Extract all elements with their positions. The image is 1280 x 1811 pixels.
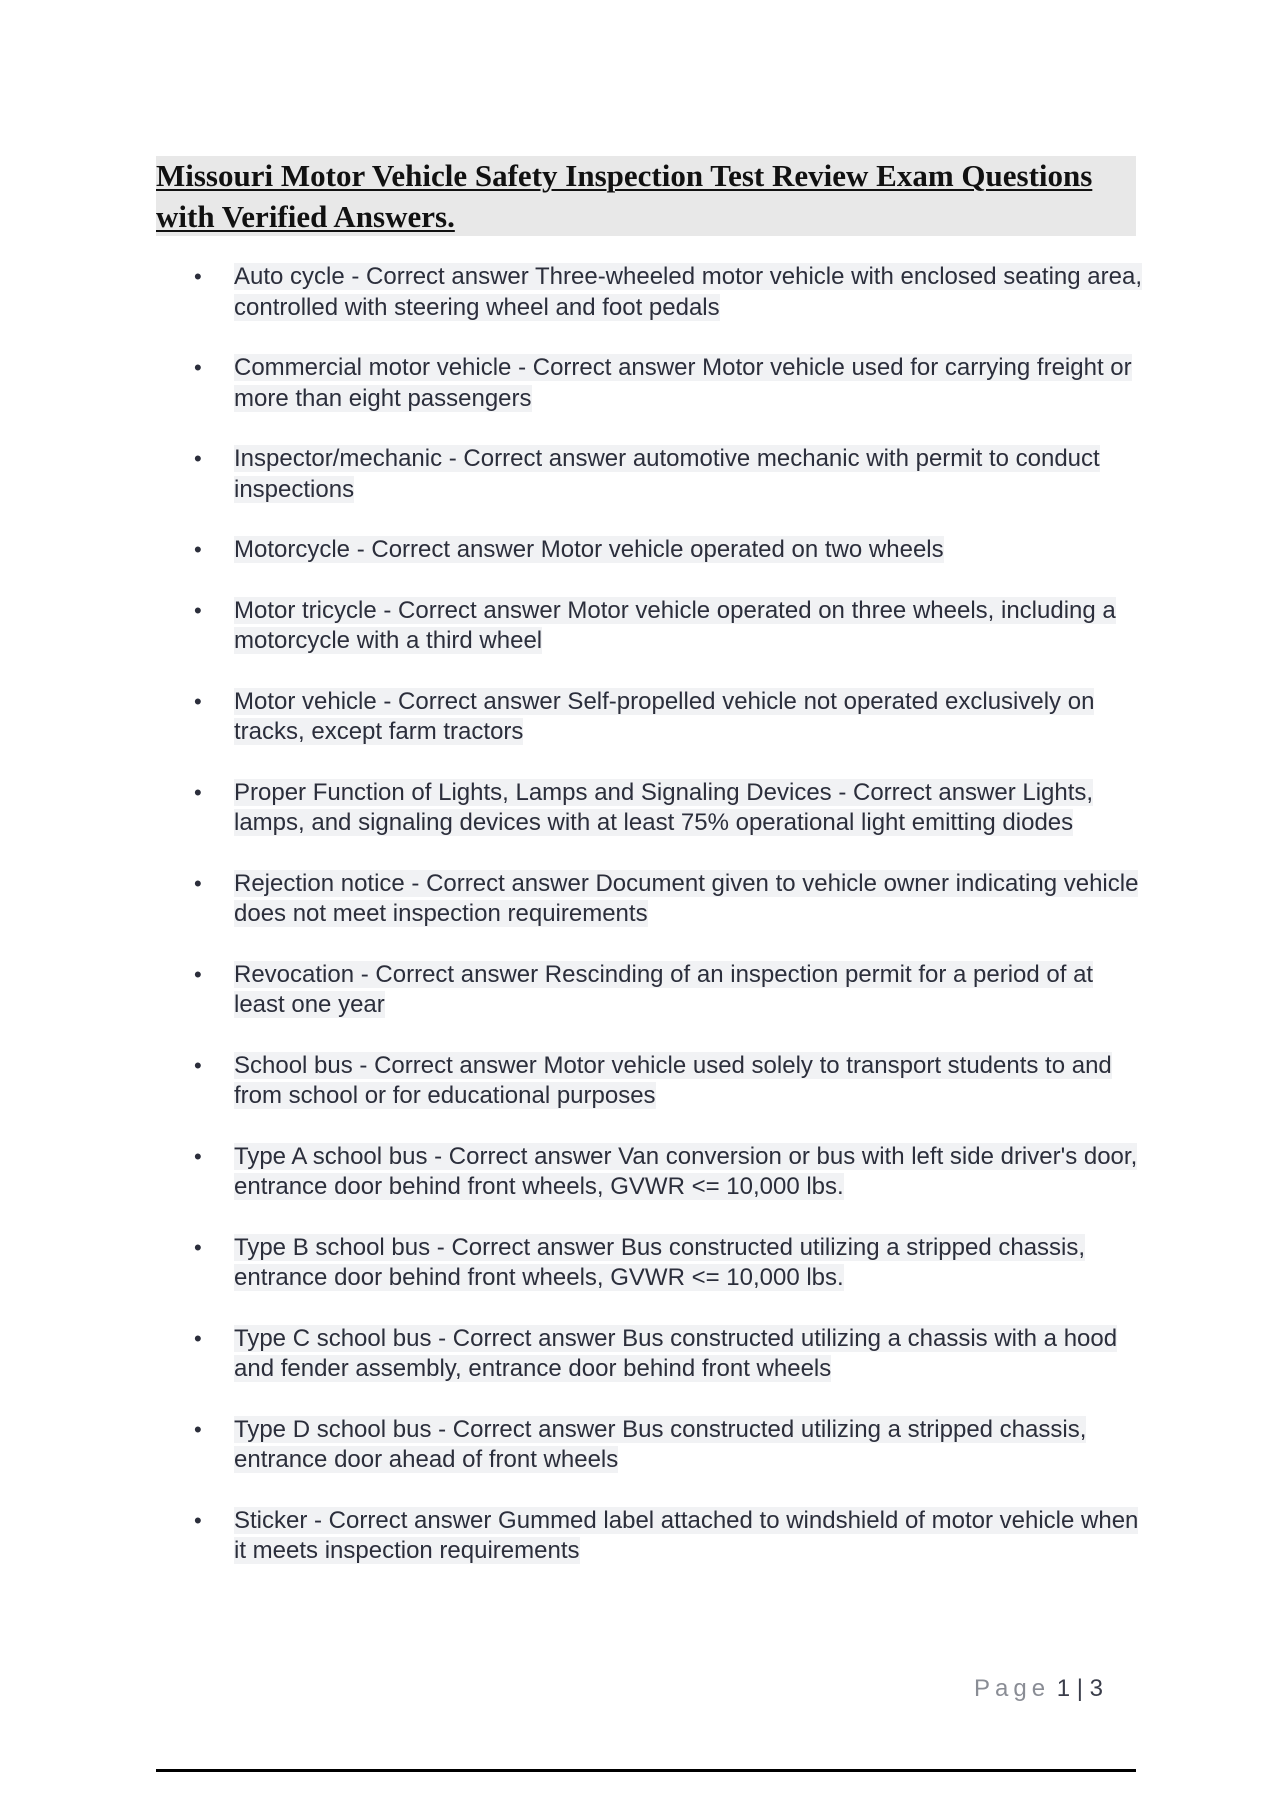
list-item	[186, 444, 1146, 505]
list-item	[186, 1233, 1146, 1294]
bullet-icon: •	[194, 1234, 202, 1260]
page-number	[974, 1675, 1103, 1703]
list-item	[186, 1142, 1146, 1203]
bullet-icon: •	[194, 688, 202, 714]
list-item-text: Proper Function of Lights, Lamps and Signaling Devices - Correct answer Lights, lamps, and signaling devices with at least 75% operational light emitting diodes	[234, 778, 1094, 836]
list-item-text: Motor vehicle - Correct answer Self-propelled vehicle not operated exclusively on tracks, except farm tractors	[234, 687, 1095, 745]
list-item	[186, 1415, 1146, 1476]
list-item-text: Commercial motor vehicle - Correct answer Motor vehicle used for carrying freight or more than eight passengers	[234, 354, 1132, 412]
bullet-icon: •	[194, 446, 202, 471]
bullet-icon: •	[194, 1143, 202, 1169]
bullet-icon: •	[194, 870, 202, 896]
bullet-icon: •	[194, 537, 202, 562]
list-item	[186, 262, 1146, 323]
list-item-text: Type C school bus - Correct answer Bus constructed utilizing a chassis with a hood and fender assembly, entrance door behind front wheels	[234, 1324, 1118, 1382]
page-separator: |	[1076, 1675, 1083, 1702]
footer-divider	[156, 1769, 1136, 1772]
bullet-icon: •	[194, 264, 202, 289]
list-item	[186, 778, 1146, 839]
list-item-text: Rejection notice - Correct answer Document given to vehicle owner indicating vehicle does not meet inspection requirements	[234, 869, 1139, 927]
list-item-text: Motor tricycle - Correct answer Motor vehicle operated on three wheels, including a motorcycle with a third wheel	[234, 596, 1116, 654]
bullet-icon: •	[194, 779, 202, 805]
qa-list	[186, 262, 1146, 1597]
page-label: Page	[974, 1675, 1051, 1702]
list-item	[186, 596, 1146, 657]
list-item-text: Type D school bus - Correct answer Bus constructed utilizing a stripped chassis, entrance door ahead of front wheels	[234, 1415, 1087, 1473]
document-title: Missouri Motor Vehicle Safety Inspection Test Review Exam Questions with Verified Answers.	[156, 158, 1093, 234]
list-item-text: Type B school bus - Correct answer Bus constructed utilizing a stripped chassis, entrance door behind front wheels, GVWR <= 10,000 lbs.	[234, 1233, 1086, 1291]
list-item-text: Revocation - Correct answer Rescinding of an inspection permit for a period of at least one year	[234, 960, 1094, 1018]
list-item	[186, 869, 1146, 930]
list-item	[186, 1506, 1146, 1567]
list-item	[186, 960, 1146, 1021]
list-item-text: School bus - Correct answer Motor vehicle used solely to transport students to and from school or for educational purposes	[234, 1051, 1112, 1109]
bullet-icon: •	[194, 1416, 202, 1442]
bullet-icon: •	[194, 1325, 202, 1351]
list-item-text: Inspector/mechanic - Correct answer automotive mechanic with permit to conduct inspections	[234, 445, 1100, 503]
bullet-icon: •	[194, 355, 202, 380]
bullet-icon: •	[194, 597, 202, 623]
page-current: 1	[1056, 1675, 1071, 1702]
list-item	[186, 535, 1146, 566]
page-total: 3	[1089, 1675, 1104, 1702]
list-item	[186, 1051, 1146, 1112]
list-item	[186, 1324, 1146, 1385]
list-item-text: Auto cycle - Correct answer Three-wheeled motor vehicle with enclosed seating area, controlled with steering wheel and foot pedals	[234, 263, 1142, 321]
bullet-icon: •	[194, 1052, 202, 1078]
list-item-text: Motorcycle - Correct answer Motor vehicle operated on two wheels	[234, 536, 944, 563]
list-item	[186, 687, 1146, 748]
bullet-icon: •	[194, 1507, 202, 1533]
bullet-icon: •	[194, 961, 202, 987]
list-item	[186, 353, 1146, 414]
list-item-text: Type A school bus - Correct answer Van conversion or bus with left side driver's door, entrance door behind front wheels, GVWR <= 10,000 lbs.	[234, 1142, 1138, 1200]
list-item-text: Sticker - Correct answer Gummed label attached to windshield of motor vehicle when it meets inspection requirements	[234, 1506, 1139, 1564]
